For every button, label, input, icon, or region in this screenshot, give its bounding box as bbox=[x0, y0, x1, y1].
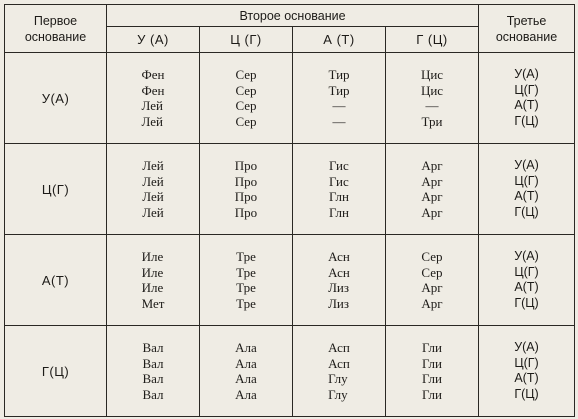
amino-acid: Тир bbox=[328, 82, 350, 98]
amino-acid: — bbox=[332, 98, 346, 113]
third-base: Ц(Г) bbox=[514, 264, 539, 279]
third-base: У(А) bbox=[514, 340, 539, 354]
amino-acid: Сер bbox=[235, 82, 257, 98]
third-base: У(А) bbox=[514, 67, 539, 81]
third-base: Г(Ц) bbox=[514, 386, 539, 401]
amino-acid: Ала bbox=[235, 386, 257, 402]
second-base-column-a: А (Т) bbox=[293, 27, 386, 53]
first-base-header bbox=[5, 5, 107, 53]
amino-acid: Арг bbox=[421, 280, 443, 295]
amino-acid: Арг bbox=[421, 158, 443, 173]
amino-acid: Гли bbox=[422, 386, 442, 402]
table-row bbox=[5, 326, 575, 417]
first-base-cell: Г(Ц) bbox=[5, 326, 107, 417]
amino-acid: Цис bbox=[420, 82, 444, 98]
amino-acid: Лей bbox=[142, 204, 164, 220]
codon-cell bbox=[293, 53, 386, 144]
amino-acid: Про bbox=[234, 158, 258, 173]
amino-acid: Фен bbox=[141, 82, 165, 98]
codon-cell bbox=[107, 53, 200, 144]
amino-acid: Лей bbox=[142, 158, 164, 173]
amino-acid: Вал bbox=[142, 340, 164, 355]
amino-acid: Арг bbox=[421, 295, 443, 311]
third-base-header-line2: основание bbox=[495, 29, 558, 44]
amino-acid: Фен bbox=[141, 67, 165, 82]
amino-acid: Лиз bbox=[328, 295, 350, 311]
amino-acid: Глу bbox=[328, 371, 348, 386]
codon-cell bbox=[107, 326, 200, 417]
amino-acid: Мет bbox=[141, 295, 165, 311]
amino-acid: Иле bbox=[141, 280, 164, 295]
amino-acid: Три bbox=[421, 113, 443, 129]
second-base-column-u: У (А) bbox=[107, 27, 200, 53]
second-base-column-c: Ц (Г) bbox=[200, 27, 293, 53]
table-row bbox=[5, 144, 575, 235]
codon-cell bbox=[200, 235, 293, 326]
first-base-header-line2: основание bbox=[24, 29, 87, 44]
amino-acid: Гли bbox=[422, 355, 442, 371]
third-base-cell bbox=[479, 235, 575, 326]
table-row bbox=[5, 53, 575, 144]
amino-acid: Иле bbox=[141, 264, 164, 280]
amino-acid: Цис bbox=[420, 67, 444, 82]
amino-acid: Сер bbox=[421, 264, 443, 280]
third-base-cell bbox=[479, 326, 575, 417]
table-row bbox=[5, 235, 575, 326]
amino-acid: Глн bbox=[329, 189, 349, 204]
amino-acid: Про bbox=[234, 173, 258, 189]
third-base-cell bbox=[479, 144, 575, 235]
amino-acid: Глн bbox=[329, 204, 349, 220]
amino-acid: Гис bbox=[329, 173, 349, 189]
third-base: А(Т) bbox=[514, 189, 539, 203]
first-base-cell: А(Т) bbox=[5, 235, 107, 326]
third-base: А(Т) bbox=[514, 98, 539, 112]
amino-acid: Вал bbox=[142, 371, 164, 386]
amino-acid: Лей bbox=[142, 189, 164, 204]
third-base: У(А) bbox=[514, 158, 539, 172]
third-base: Ц(Г) bbox=[514, 82, 539, 97]
second-base-column-g: Г (Ц) bbox=[386, 27, 479, 53]
amino-acid: Лей bbox=[142, 173, 164, 189]
third-base: Г(Ц) bbox=[514, 295, 539, 310]
first-base-header-line1: Первое bbox=[33, 13, 78, 28]
amino-acid: Асп bbox=[328, 355, 350, 371]
first-base-cell: Ц(Г) bbox=[5, 144, 107, 235]
amino-acid: Тре bbox=[236, 249, 256, 264]
codon-cell bbox=[386, 144, 479, 235]
amino-acid: Гли bbox=[422, 371, 442, 386]
codon-cell bbox=[293, 235, 386, 326]
third-base: Г(Ц) bbox=[514, 204, 539, 219]
codon-cell bbox=[200, 144, 293, 235]
second-base-header: Второе основание bbox=[107, 5, 479, 27]
codon-cell bbox=[200, 53, 293, 144]
amino-acid: Тре bbox=[236, 295, 256, 311]
amino-acid: Тир bbox=[328, 67, 350, 82]
amino-acid: Гли bbox=[422, 340, 442, 355]
amino-acid: Тре bbox=[236, 280, 256, 295]
amino-acid: Лей bbox=[141, 113, 163, 129]
amino-acid: Тре bbox=[236, 264, 256, 280]
amino-acid: Про bbox=[234, 189, 258, 204]
genetic-code-table bbox=[4, 4, 575, 417]
amino-acid: Лиз bbox=[328, 280, 350, 295]
amino-acid: Асн bbox=[328, 249, 350, 264]
third-base-header bbox=[479, 5, 575, 53]
codon-cell bbox=[293, 144, 386, 235]
third-base-header-line1: Третье bbox=[506, 13, 547, 28]
codon-cell bbox=[107, 144, 200, 235]
third-base: А(Т) bbox=[514, 280, 539, 294]
amino-acid: Сер bbox=[235, 113, 257, 129]
third-base-cell bbox=[479, 53, 575, 144]
third-base: Ц(Г) bbox=[514, 355, 539, 370]
amino-acid: Вал bbox=[142, 355, 164, 371]
codon-cell bbox=[200, 326, 293, 417]
amino-acid: Сер bbox=[235, 98, 257, 113]
codon-cell bbox=[386, 235, 479, 326]
third-base: Г(Ц) bbox=[514, 113, 539, 128]
amino-acid: Асн bbox=[328, 264, 350, 280]
amino-acid: — bbox=[425, 98, 439, 113]
amino-acid: Арг bbox=[421, 204, 443, 220]
third-base: У(А) bbox=[514, 249, 539, 263]
codon-cell bbox=[386, 326, 479, 417]
third-base: А(Т) bbox=[514, 371, 539, 385]
amino-acid: Сер bbox=[421, 249, 443, 264]
amino-acid: Сер bbox=[235, 67, 257, 82]
codon-cell bbox=[293, 326, 386, 417]
amino-acid: Арг bbox=[421, 173, 443, 189]
amino-acid: — bbox=[332, 113, 346, 129]
first-base-cell: У(А) bbox=[5, 53, 107, 144]
amino-acid: Ала bbox=[235, 355, 257, 371]
amino-acid: Арг bbox=[421, 189, 443, 204]
amino-acid: Асп bbox=[328, 340, 350, 355]
amino-acid: Ала bbox=[235, 340, 257, 355]
amino-acid: Про bbox=[234, 204, 258, 220]
amino-acid: Глу bbox=[328, 386, 348, 402]
third-base: Ц(Г) bbox=[514, 173, 539, 188]
amino-acid: Вал bbox=[142, 386, 164, 402]
amino-acid: Лей bbox=[141, 98, 163, 113]
amino-acid: Иле bbox=[141, 249, 164, 264]
amino-acid: Гис bbox=[329, 158, 349, 173]
codon-cell bbox=[107, 235, 200, 326]
amino-acid: Ала bbox=[235, 371, 257, 386]
codon-cell bbox=[386, 53, 479, 144]
